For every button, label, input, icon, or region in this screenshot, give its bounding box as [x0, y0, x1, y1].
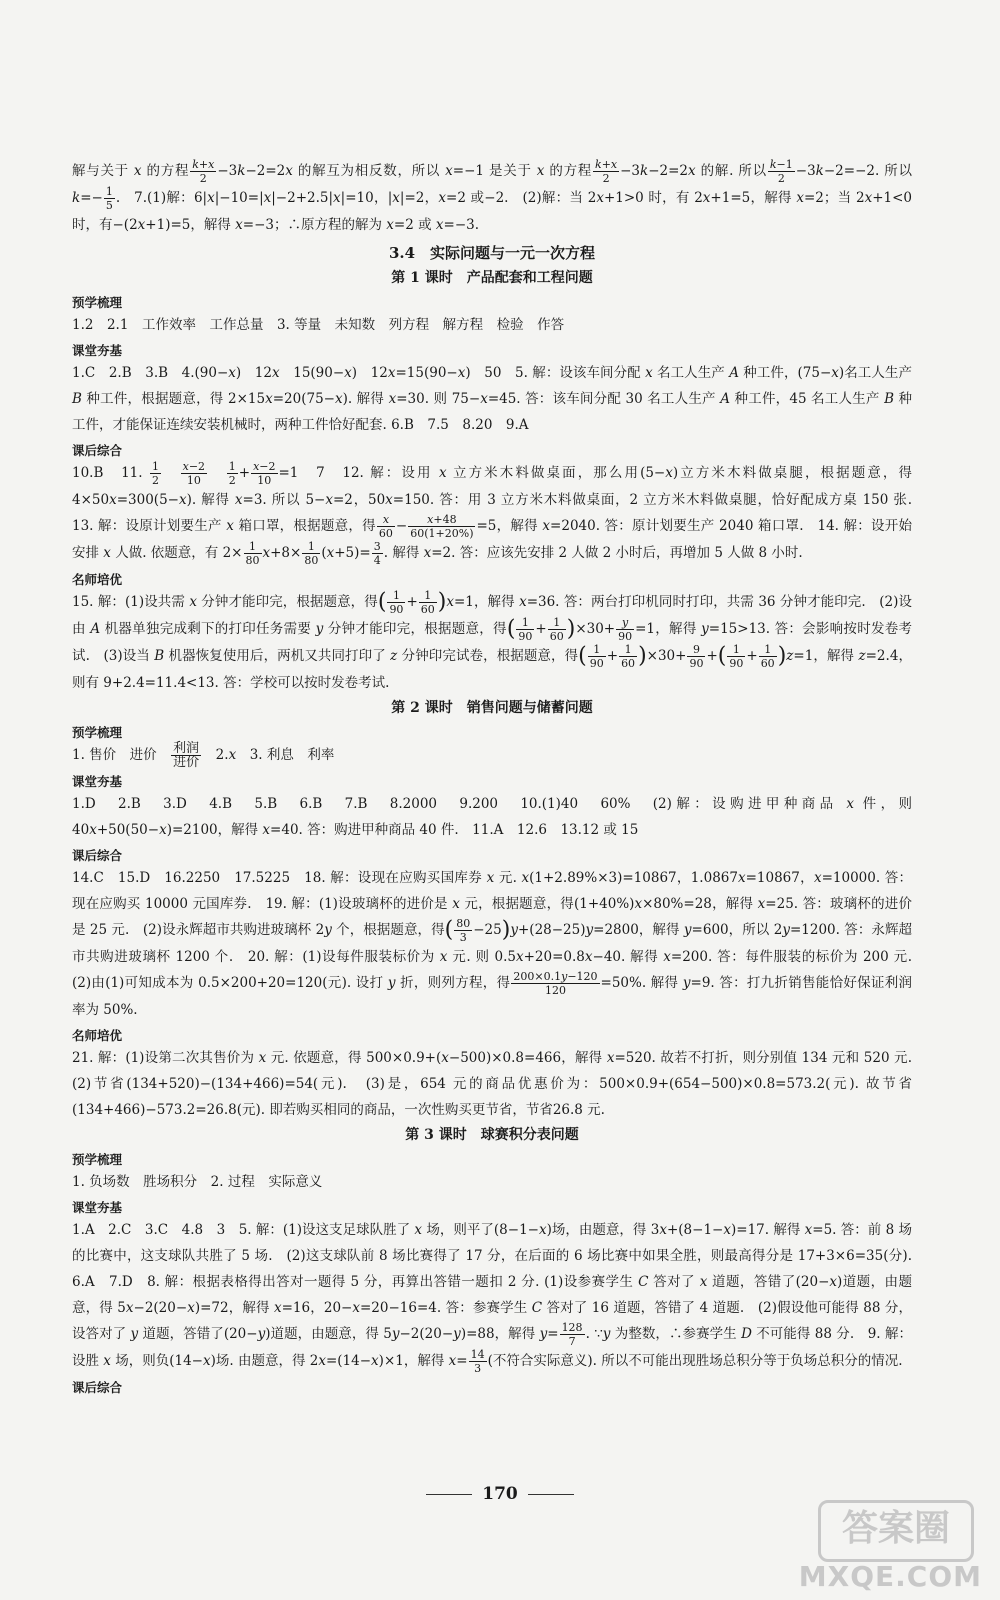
subheading-l1-class: 课堂夯基: [72, 343, 123, 358]
page-number: 170: [482, 1484, 518, 1504]
paragraph-l2-preview-body: 1. 售价 进价 $\frac{\text{利润}}{\text{进价}}$ 2.x 3. 利息 利率: [72, 741, 335, 770]
paragraph-l1-class-body: 1.C 2.B 3.B 4.(90−x) 12x 15(90−x) 12x=15(90−x) 50 5. 解：设该车间分配 x 名工人生产 A 种工件，(75−x)名工人生产 B 种工件，根据题意，得 2×15x=20(75−x). 解得 x=30. 则 75−x=45. 答：该车间分配 30 名工人生产 A 种工件，45 名工人生产 B 种工件，才能保证连续安装机械时，两种工件恰好配套. 6.B 7.5 8.20 9.A: [72, 365, 913, 433]
subheading-l3-class: 课堂夯基: [72, 1200, 123, 1215]
paragraph-l3-preview-body: 1. 负场数 胜场积分 2. 过程 实际意义: [72, 1174, 323, 1190]
paragraph-intro: 解与关于 x 的方程 $\frac{k+x}{2}$ −3k−2=2x 的解互为相反数，所以 x=−1 是关于 x 的方程 $\frac{k+x}{2}$ −3k−2=2x 的解. 所以 $\frac{k-1}{2}$ −3k−2=−2. 所以 k=− $\frac{1}{5}$ . 7.(1)解：6|x|−10=|x|−2+2.5|x|=10，|x|=2，x=2 或−2. (2)解：当 2x+1>0 时，有 2x+1=5，解得 x=2；当 2x+1<0 时，有−(2x+1)=5，解得 x=−3；∴原方程的解为 x=2 或 x=−3.: [72, 158, 913, 233]
subheading-l1-preview: 预学梳理: [72, 295, 123, 310]
heading-lesson-3: 第 3 课时 球赛积分表问题: [405, 1127, 579, 1143]
subheading-l2-master: 名师培优: [72, 1028, 123, 1043]
paragraph-l1-preview-body: 1.2 2.1 工作效率 工作总量 3. 等量 未知数 列方程 解方程 检验 作答: [72, 317, 565, 333]
watermark-text: 答案圈: [818, 1500, 974, 1562]
subheading-l1-after: 课后综合: [72, 443, 123, 458]
left-dash: [426, 1494, 472, 1495]
answer-page: [72, 158, 926, 1397]
subheading-l2-after: 课后综合: [72, 848, 123, 863]
heading-lesson-2: 第 2 课时 销售问题与储蓄问题: [391, 700, 593, 716]
watermark-logo: [798, 1500, 982, 1593]
heading-sec-3-4: 3.4 实际问题与一元一次方程: [388, 244, 596, 262]
subheading-l3-after: 课后综合: [72, 1380, 123, 1395]
heading-lesson-1: 第 1 课时 产品配套和工程问题: [391, 270, 593, 286]
subheading-l1-master: 名师培优: [72, 572, 123, 587]
paragraph-l1-after-body: 10.B 11. $\frac{1}{2}$ $\frac{x-2}{10}$ $\frac{1}{2}$ + $\frac{x-2}{10}$ =1 7 12. 解：设用 x 立方米木料做桌面，那么用(5−x)立方米木料做桌腿，根据题意，得 4×50x=300(5−x). 解得 x=3. 所以 5−x=2，50x=150. 答：用 3 立方米木料做桌面，2 立方米木料做桌腿，恰好配成方桌 150 张. 13. 解：设原计划要生产 x 箱口罩，根据题意，得 $\frac{x}{60}$ − $\frac{x+48}{60(1+20\%)}$ =5，解得 x=2040. 答：原计划要生产 2040 箱口罩. 14. 解：设开始安排 x 人做. 依题意，有 2× $\frac{1}{80}$ x+8× $\frac{1}{80}$ (x+5)= $\frac{3}{4}$ . 解得 x=2. 答：应该先安排 2 人做 2 小时后，再增加 5 人做 8 小时.: [72, 460, 926, 567]
paragraph-l2-master-body: 21. 解：(1)设第二次其售价为 x 元. 依题意，得 500×0.9+(x−500)×0.8=466，解得 x=520. 故若不打折，则分别值 134 元和 520 元. (2)节省(134+520)−(134+466)=54(元). (3)是，654 元的商品优惠价为：500×0.9+(654−500)×0.8=573.2(元). 故节省(134+466)−573.2=26.8(元). 即若购买相同的商品，一次性购买更节省，节省26.8 元.: [72, 1050, 926, 1118]
paragraph-l3-class-body: 1.A 2.C 3.C 4.8 3 5. 解：(1)设这支足球队胜了 x 场，则平了(8−1−x)场，由题意，得 3x+(8−1−x)=17. 解得 x=5. 答：前 8 场的比赛中，这支球队共胜了 5 场. (2)这支球队前 8 场比赛得了 17 分，在后面的 6 场比赛中如果全胜，则最高得分是 17+3×6=35(分). 6.A 7.D 8. 解：根据表格得出答对一题得 5 分，再算出答错一题扣 2 分. (1)设参赛学生 C 答对了 x 道题，答错了(20−x)道题，由题意，得 5x−2(20−x)=72，解得 x=16，20−x=20−16=4. 答：参赛学生 C 答对了 16 道题，答错了 4 道题. (2)假设他可能得 88 分，设答对了 y 道题，答错了(20−y)道题，由题意，得 5y−2(20−y)=88，解得 y= $\frac{128}{7}$ . ∵y 为整数，∴参赛学生 D 不可能得 88 分. 9. 解：设胜 x 场，则负(14−x)场. 由题意，得 2x=(14−x)×1，解得 x= $\frac{14}{3}$ (不符合实际意义). 所以不可能出现胜场总积分等于负场总积分的情况.: [72, 1222, 926, 1375]
subheading-l3-preview: 预学梳理: [72, 1152, 123, 1167]
paragraph-l2-after-body: 14.C 15.D 16.2250 17.5225 18. 解：设现在应购买国库券 x 元. x(1+2.89%×3)=10867，1.0867x=10867，x=10000. 答：现在应购买 10000 元国库券. 19. 解：(1)设玻璃杯的进价是 x 元，根据题意，得(1+40%)x×80%=28，解得 x=25. 答：玻璃杯的进价是 25 元. (2)设永辉超市共购进玻璃杯 2y 个，根据题意，得( $\frac{80}{3}$ −25)y+(28−25)y=2800，解得 y=600，所以 2y=1200. 答：永辉超市共购进玻璃杯 1200 个. 20. 解：(1)设每件服装标价为 x 元. 则 0.5x+20=0.8x−40. 解得 x=200. 答：每件服装的标价为 200 元. (2)由(1)可知成本为 0.5×200+20=120(元). 设打 y 折，则列方程，得 $\frac{200\times 0.1y-120}{120}$ =50%. 解得 y=9. 答：打九折销售能恰好保证利润率为 50%.: [72, 870, 926, 1018]
paragraph-l2-class-body: 1.D 2.B 3.D 4.B 5.B 6.B 7.B 8.2000 9.200 10.(1)40 60% (2)解：设购进甲种商品 x 件，则 40x+50(50−x)=2100，解得 x=40. 答：购进甲种商品 40 件. 11.A 12.6 13.12 或 15: [72, 796, 912, 838]
paragraph-l1-master-body: 15. 解：(1)设共需 x 分钟才能印完，根据题意，得( $\frac{1}{90}$ + $\frac{1}{60}$ )x=1，解得 x=36. 答：两台打印机同时打印，共需 36 分钟才能印完. (2)设由 A 机器单独完成剩下的打印任务需要 y 分钟才能印完，根据题意，得( $\frac{1}{90}$ + $\frac{1}{60}$ )×30+ $\frac{y}{90}$ =1，解得 y=15>13. 答：会影响按时发卷考试. (3)设当 B 机器恢复使用后，两机又共同打印了 z 分钟印完试卷，根据题意，得( $\frac{1}{90}$ + $\frac{1}{60}$ )×30+ $\frac{9}{90}$ +( $\frac{1}{90}$ + $\frac{1}{60}$ )z=1，解得 z=2.4，则有 9+2.4=11.4<13. 答：学校可以按时发卷考试.: [72, 589, 912, 691]
watermark-url: MXQE.COM: [798, 1560, 982, 1593]
right-dash: [528, 1494, 574, 1495]
subheading-l2-class: 课堂夯基: [72, 774, 123, 789]
subheading-l2-preview: 预学梳理: [72, 725, 123, 740]
